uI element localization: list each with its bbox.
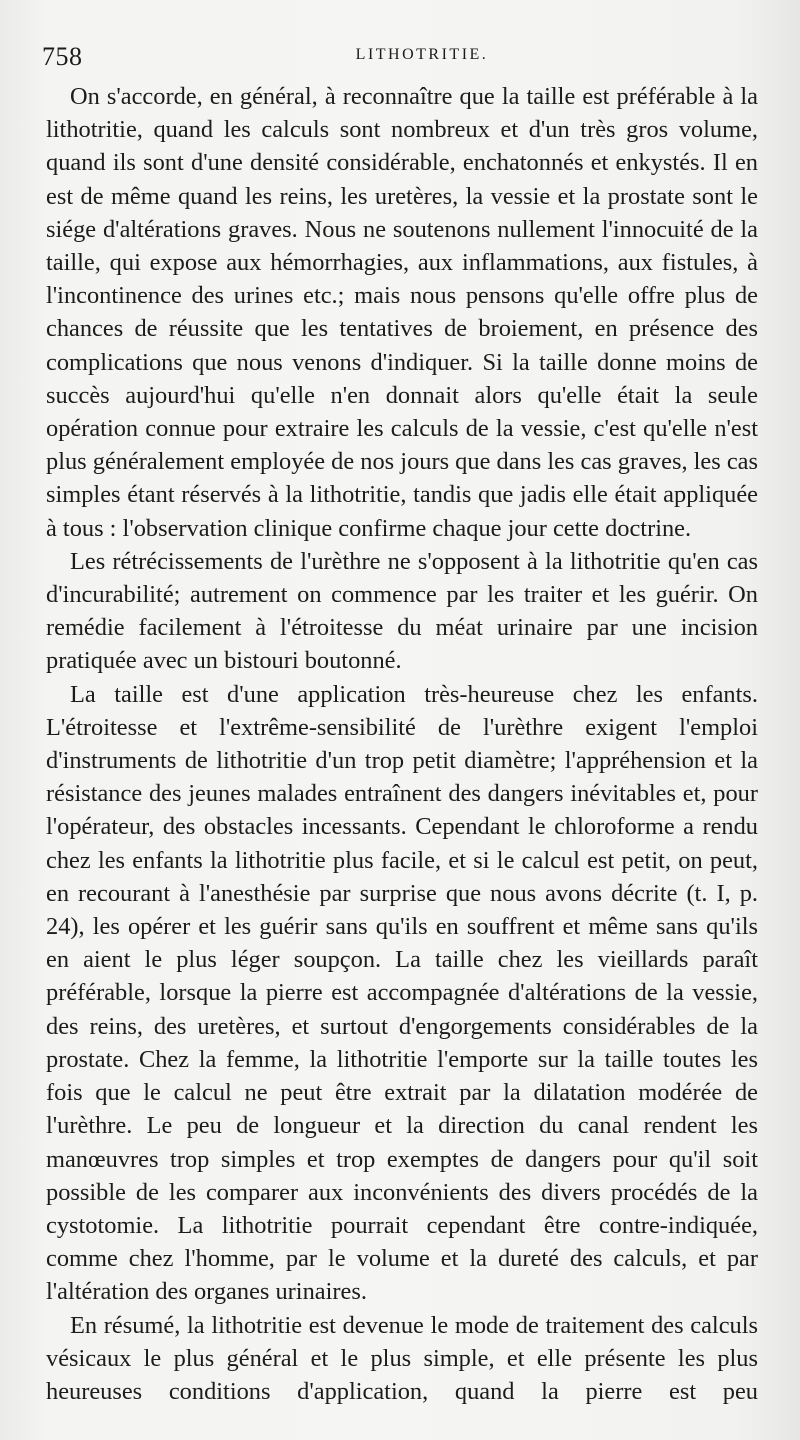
page-header [42, 38, 762, 72]
paragraph-taille-vs-lithotritie: On s'accorde, en général, à reconnaître que la taille est préférable à la lithotritie, quand les calculs sont nombreux et d'un très gros volume, quand ils sont d'une densité considérable, enchatonnés et enkystés. Il en est de même quand les reins, les uretères, la vessie et la prostate sont le siége d'altérations graves. Nous ne soutenons nullement l'innocuité de la taille, qui expose aux hémorrhagies, aux inflammations, aux fistules, à l'incontinence des urines etc.; mais nous pensons qu'elle offre plus de chances de réussite que les tentatives de broiement, en présence des complications que nous venons d'indiquer. Si la taille donne moins de succès aujourd'hui qu'elle n'en donnait alors qu'elle était la seule opération connue pour extraire les calculs de la vessie, c'est qu'elle n'est plus généralement employée de nos jours que dans les cas graves, les cas simples étant réservés à la lithotritie, tandis que jadis elle était appliquée à tous : l'observation clinique confirme chaque jour cette doctrine. [46, 83, 758, 542]
running-title: LITHOTRITIE. [355, 46, 489, 63]
paragraph-resume: En résumé, la lithotritie est devenue le mode de traitement des calculs vésicaux le plus général et le plus simple, et elle présente les plus heureuses conditions d'application, quand la pierre est peu [46, 1311, 758, 1405]
page-number: 758 [42, 42, 83, 71]
body-text [46, 80, 758, 1408]
paragraph-enfants-vieillards-femme: La taille est d'une application très-heureuse chez les enfants. L'étroitesse et l'extrême-sensibilité de l'urèthre exigent l'emploi d'instruments de lithotritie d'un trop petit diamètre; l'appréhension et la résistance des jeunes malades entraînent des dangers inévitables et, pour l'opérateur, des obstacles incessants. Cependant le chloroforme a rendu chez les enfants la lithotritie plus facile, et si le calcul est petit, on peut, en recourant à l'anesthésie par surprise que nous avons décrite (t. I, p. 24), les opérer et les guérir sans qu'ils en souffrent et même sans qu'ils en aient le plus léger soupçon. La taille chez les vieillards paraît préférable, lorsque la pierre est accompagnée d'altérations de la vessie, des reins, des uretères, et surtout d'engorgements considérables de la prostate. Chez la femme, la lithotritie l'emporte sur la taille toutes les fois que le calcul ne peut être extrait par la dilatation modérée de l'urèthre. Le peu de longueur et la direction du canal rendent les manœuvres trop simples et trop exemptes de dangers pour qu'il soit possible de les comparer aux inconvénients des divers procédés de la cystotomie. La lithotritie pourrait cependant être contre-indiquée, comme chez l'homme, par le volume et la dureté des calculs, et par l'altération des organes urinaires. [46, 680, 758, 1306]
paragraph-retrecissements: Les rétrécissements de l'urèthre ne s'opposent à la lithotritie qu'en cas d'incurabilité; autrement on commence par les traiter et les guérir. On remédie facilement à l'étroitesse du méat urinaire par une incision pratiquée avec un bistouri boutonné. [46, 547, 758, 675]
